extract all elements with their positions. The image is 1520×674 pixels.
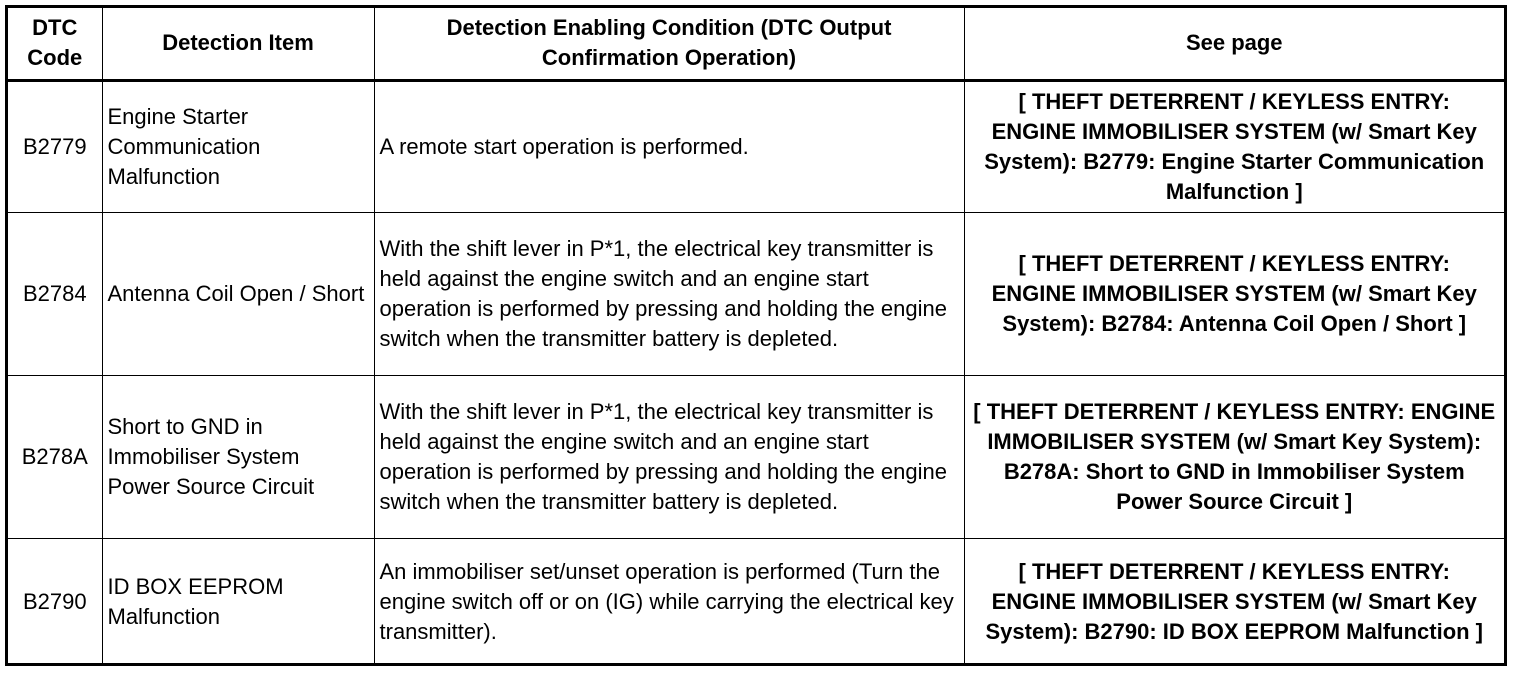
detection-item-cell: Antenna Coil Open / Short [102, 212, 374, 375]
see-page-link[interactable]: [ THEFT DETERRENT / KEYLESS ENTRY: ENGINE IMMOBILISER SYSTEM (w/ Smart Key System): B2779: Engine Starter Communication Malfunction ] [964, 80, 1504, 212]
see-page-link[interactable]: [ THEFT DETERRENT / KEYLESS ENTRY: ENGINE IMMOBILISER SYSTEM (w/ Smart Key System): B2784: Antenna Coil Open / Short ] [964, 212, 1504, 375]
dtc-code-cell: B2790 [8, 538, 102, 666]
detection-item-cell: Engine Starter Communication Malfunction [102, 80, 374, 212]
dtc-code-cell: B2779 [8, 80, 102, 212]
table-row [8, 375, 1504, 538]
dtc-table-frame [5, 5, 1507, 666]
table-header-row [8, 8, 1504, 80]
dtc-table [8, 8, 1504, 666]
table-row [8, 538, 1504, 666]
see-page-link[interactable]: [ THEFT DETERRENT / KEYLESS ENTRY: ENGINE IMMOBILISER SYSTEM (w/ Smart Key System): B278A: Short to GND in Immobiliser System Power Source Circuit ] [964, 375, 1504, 538]
see-page-link[interactable]: [ THEFT DETERRENT / KEYLESS ENTRY: ENGINE IMMOBILISER SYSTEM (w/ Smart Key System): B2790: ID BOX EEPROM Malfunction ] [964, 538, 1504, 666]
table-row [8, 212, 1504, 375]
detection-condition-cell: With the shift lever in P*1, the electrical key transmitter is held against the engine switch and an engine start operation is performed by pressing and holding the engine switch when the transmitter battery is depleted. [374, 375, 964, 538]
table-row [8, 80, 1504, 212]
detection-condition-cell: With the shift lever in P*1, the electrical key transmitter is held against the engine switch and an engine start operation is performed by pressing and holding the engine switch when the transmitter battery is depleted. [374, 212, 964, 375]
header-detection-condition: Detection Enabling Condition (DTC Output Confirmation Operation) [374, 8, 964, 80]
dtc-code-cell: B278A [8, 375, 102, 538]
header-detection-item: Detection Item [102, 8, 374, 80]
header-dtc-code: DTC Code [8, 8, 102, 80]
detection-condition-cell: An immobiliser set/unset operation is performed (Turn the engine switch off or on (IG) while carrying the electrical key transmitter). [374, 538, 964, 666]
header-see-page: See page [964, 8, 1504, 80]
detection-item-cell: ID BOX EEPROM Malfunction [102, 538, 374, 666]
dtc-code-cell: B2784 [8, 212, 102, 375]
detection-condition-cell: A remote start operation is performed. [374, 80, 964, 212]
detection-item-cell: Short to GND in Immobiliser System Power Source Circuit [102, 375, 374, 538]
